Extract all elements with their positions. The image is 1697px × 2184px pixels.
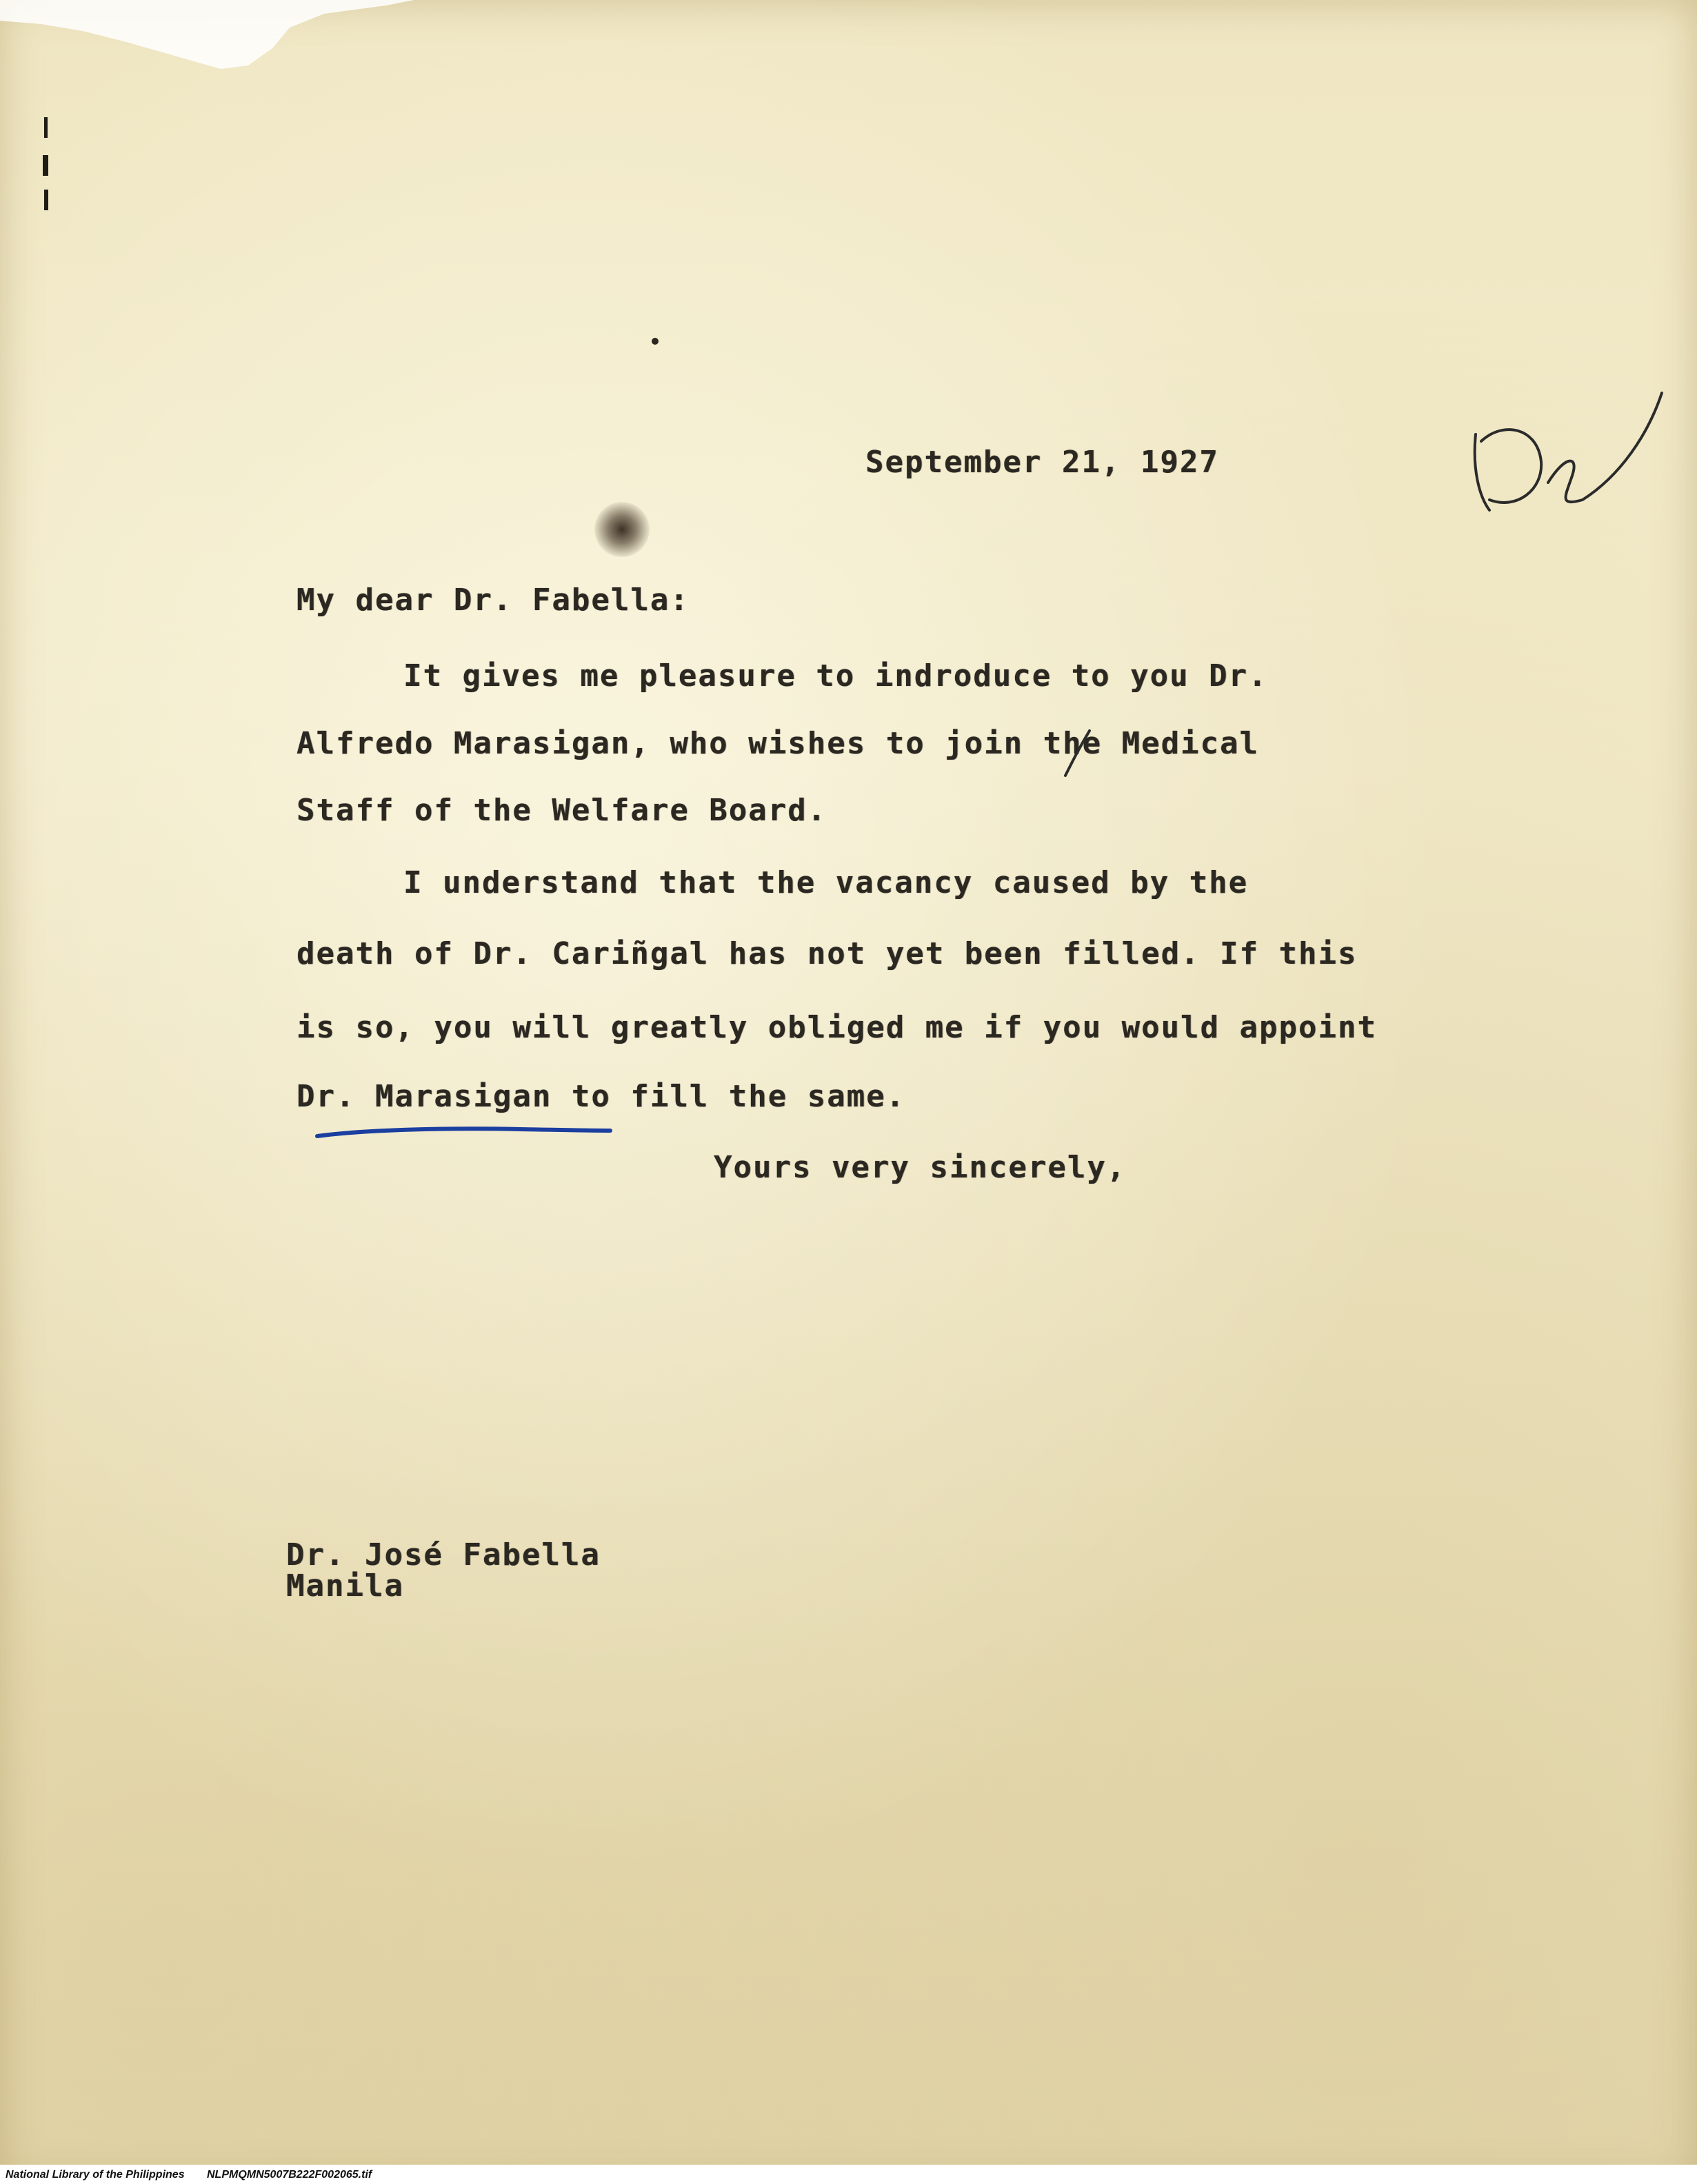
salutation: My dear Dr. Fabella: xyxy=(297,583,690,618)
body-line-2: Alfredo Marasigan, who wishes to join the Medical xyxy=(297,726,1260,761)
binding-hole-mark xyxy=(36,117,57,214)
body-line-3: Staff of the Welfare Board. xyxy=(297,793,827,828)
ink-stain xyxy=(594,502,650,557)
body-line-6: is so, you will greatly obliged me if you would appoint xyxy=(297,1010,1377,1045)
footer-library-name: National Library of the Philippines xyxy=(6,2169,185,2181)
blue-underline-mark xyxy=(314,1125,614,1142)
handwritten-page-mark xyxy=(1462,379,1669,517)
body-line-1: It gives me pleasure to indroduce to you Dr. xyxy=(403,658,1268,694)
recipient-city: Manila xyxy=(286,1568,404,1604)
body-line-7: Dr. Marasigan to fill the same. xyxy=(297,1079,906,1114)
torn-corner-mark xyxy=(0,0,414,138)
ink-dot xyxy=(652,338,659,345)
correction-mark xyxy=(1058,724,1093,786)
closing: Yours very sincerely, xyxy=(714,1150,1127,1185)
letter-date: September 21, 1927 xyxy=(865,445,1219,480)
recipient-name: Dr. José Fabella xyxy=(286,1537,601,1573)
footer-bar xyxy=(0,2165,1697,2184)
footer-file-code: NLPMQMN5007B222F002065.tif xyxy=(207,2169,372,2181)
body-line-4: I understand that the vacancy caused by the xyxy=(403,865,1249,900)
body-line-5: death of Dr. Cariñgal has not yet been filled. If this xyxy=(297,936,1358,971)
